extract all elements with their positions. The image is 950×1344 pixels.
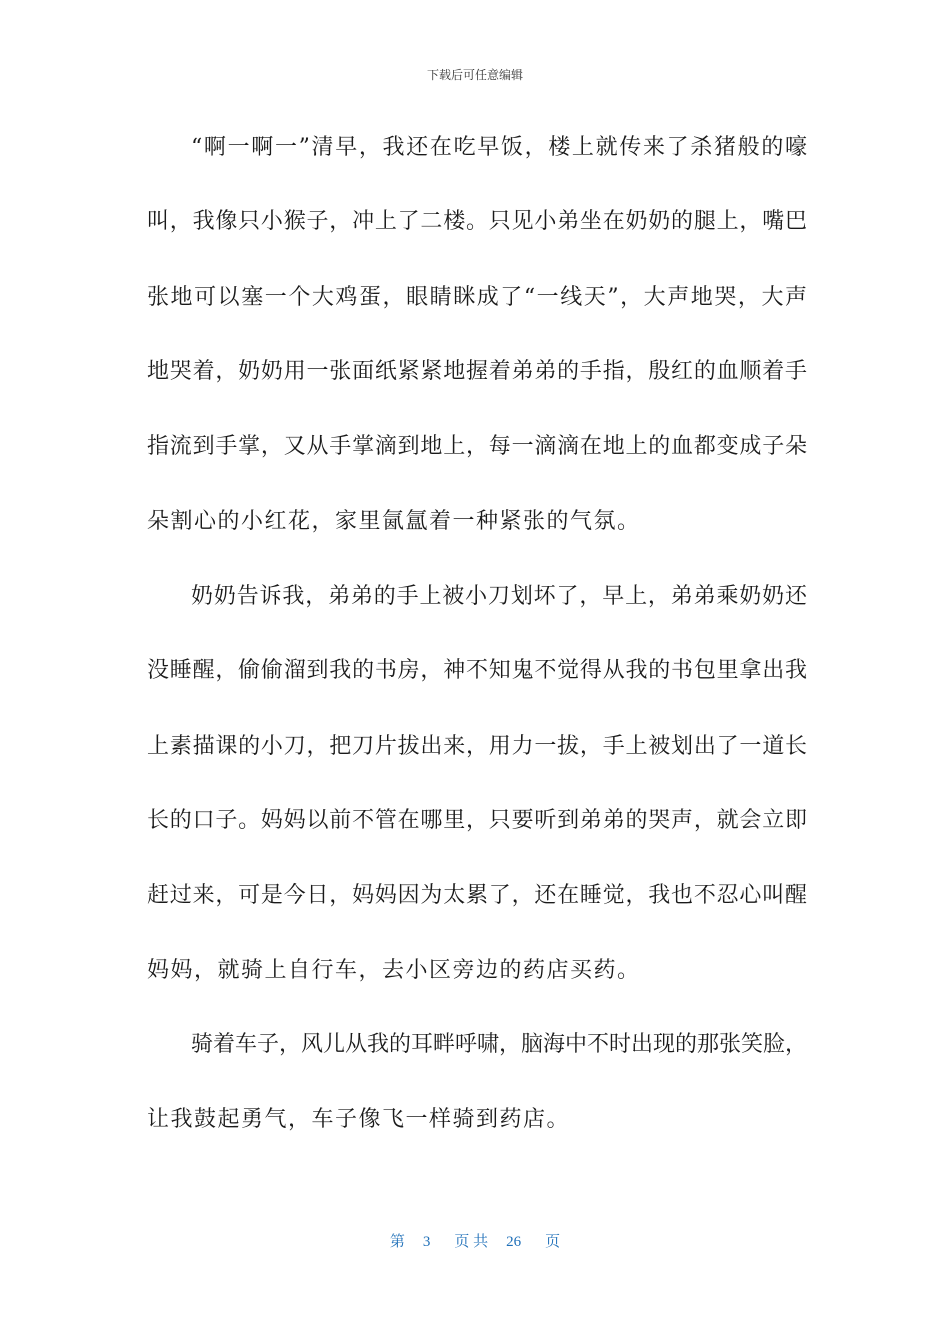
paragraph-2-line-5: 赶过来，可是今日，妈妈因为太累了，还在睡觉，我也不忍心叫醒: [147, 883, 807, 908]
paragraph-3-line-1: 骑着车子，风儿从我的耳畔呼啸，脑海中不时出现的那张笑脸，: [191, 1032, 808, 1057]
paragraph-1-line-3: 张地可以塞一个大鸡蛋，眼睛眯成了“一线天”，大声地哭，大声: [147, 285, 807, 310]
footer-middle: 页 共: [454, 1234, 489, 1250]
total-page-count: 26: [506, 1234, 522, 1250]
footer-suffix: 页: [545, 1234, 561, 1250]
page-header: 下载后可任意编辑: [426, 68, 523, 82]
paragraph-2-line-2: 没睡醒，偷偷溜到我的书房，神不知鬼不觉得从我的书包里拿出我: [147, 658, 807, 683]
paragraph-3-line-2: 让我鼓起勇气，车子像飞一样骑到药店。: [147, 1107, 571, 1132]
paragraph-2-line-3: 上素描课的小刀，把刀片拔出来，用力一拔，手上被划出了一道长: [147, 734, 807, 759]
paragraph-2-line-6: 妈妈，就骑上自行车，去小区旁边的药店买药。: [147, 958, 641, 983]
footer-prefix: 第: [389, 1234, 405, 1250]
paragraph-2-line-4: 长的口子。妈妈以前不管在哪里，只要听到弟弟的哭声，就会立即: [147, 808, 807, 833]
page-footer: [0, 1230, 950, 1251]
paragraph-1-line-4: 地哭着，奶奶用一张面纸紧紧地握着弟弟的手指，殷红的血顺着手: [147, 359, 807, 384]
paragraph-1-line-6: 朵割心的小红花，家里氤氲着一种紧张的气氛。: [147, 509, 641, 534]
current-page-number: 3: [422, 1234, 431, 1250]
paragraph-1-line-1: “啊一啊一”清早，我还在吃早饭，楼上就传来了杀猪般的嚎: [191, 135, 807, 160]
paragraph-1-line-2: 叫，我像只小猴子，冲上了二楼。只见小弟坐在奶奶的腿上，嘴巴: [147, 209, 807, 234]
paragraph-1-line-5: 指流到手掌，又从手掌滴到地上，每一滴滴在地上的血都变成子朵: [147, 434, 807, 459]
paragraph-2-line-1: 奶奶告诉我，弟弟的手上被小刀划坏了，早上，弟弟乘奶奶还: [191, 584, 807, 609]
